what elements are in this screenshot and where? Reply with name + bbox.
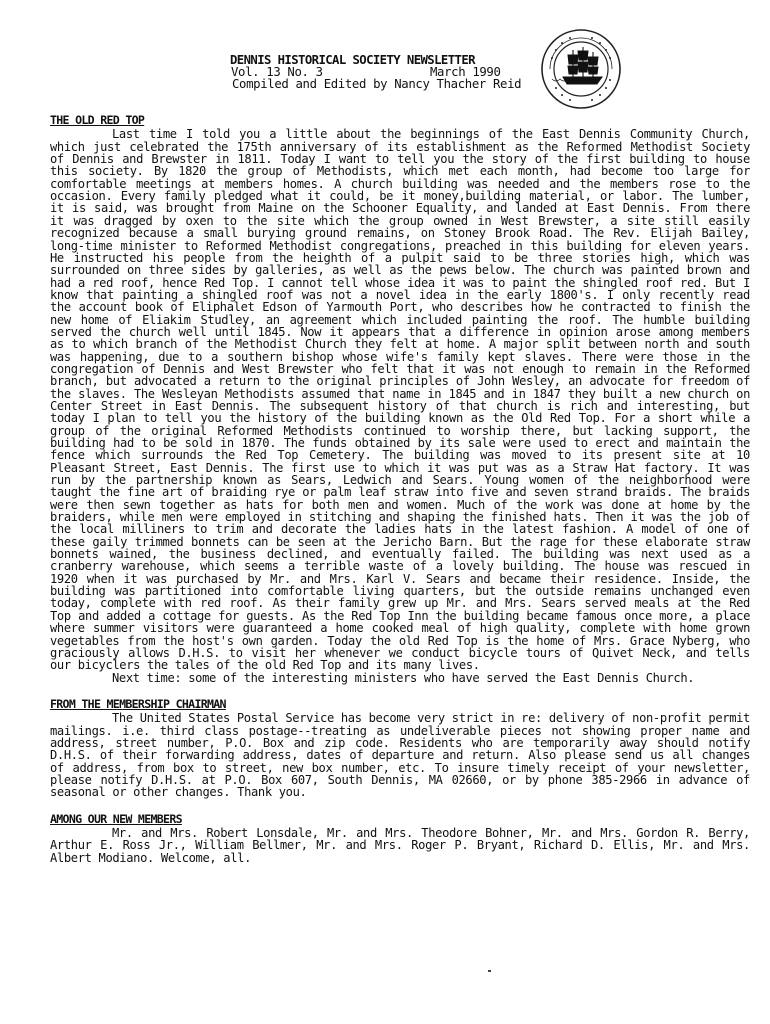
- editor-credit: Compiled and Edited by Nancy Thacher Reid: [232, 77, 522, 91]
- paragraph: Next time: some of the interesting ministers who have served the East Dennis Church.: [112, 670, 695, 685]
- section-new-members: [50, 813, 750, 864]
- volume-number: Vol. 13 No. 3: [231, 65, 323, 79]
- paragraph: Last time I told you a little about the beginnings of the East Dennis Community Church, which just celebrated the 175th anniversary of its establishment as the Reformed Methodist Society of Dennis and Brewster in 1811. Today I want to tell you the story of the first building to house this society. By 1820 the group of Methodists, which met each month, had become too large for comfortable meetings at members homes. A church building was needed and the members rose to the occasion. Every family pledged what it could, be it money,building material, or labor. The lumber, it is said, was brought from Maine on the Schooner Equality, and landed at East Dennis. From there it was dragged by oxen to the site which the group owned in West Brewster, a site still easily recognized because a small burying ground remains, on Stoney Brook Road. The Rev. Elijah Bailey, long-time minister to Reformed Methodist congregations, preached in this building for eleven years. He instructed his people from the heighth of a pulpit said to be three stories high, which was surrounded on three sides by galleries, as well as the pews below. The church was painted brown and had a red roof, hence Red Top. I cannot tell whose idea it was to paint the shingled roof red. But I know that painting a shingled roof was not a novel idea in the early 1800's. I only recently read the account book of Eliphalet Edson of Yarmouth Port, who describes how he contracted to finish the new home of Eliakim Studley, an agreement which included painting the roof. The humble building served the church well until 1845. Now it appears that a difference in opinion arose among members as to which branch of the Methodist Church they felt at home. A major split between north and south was happening, due to a southern bishop whose wife's family kept slaves. There were those in the congregation of Dennis and West Brewster who felt that it was not enough to remain in the Reformed branch, but advocated a return to the original principles of John Wesley, an advocate for freedom of the slaves. The Wesleyan Methodists assumed that name in 1845 and in 1847 they built a new church on Center Street in East Dennis. The subsequent history of that church is rich and interesting, but today I plan to tell you the history of the building known as the Old Red Top. For a short while a group of the original Reformed Methodists continued to worship there, but lacking support, the building had to be sold in 1870. The funds obtained by its sale were used to erect and maintain the fence which surrounds the Red Top Cemetery. The building was moved to its present site at 10 Pleasant Street, East Dennis. The first use to which it was put was as a Straw Hat factory. It was run by the partnership known as Sears, Ledwich and Sears. Young women of the neighborhood were taught the fine art of braiding rye or palm leaf straw into five and seven strand braids. The braids were then sewn together as hats for both men and women. Much of the work was done at home by the braiders, while men were employed in stitching and shaping the finished hats. Then it was the job of the local milliners to trim and decorate the ladies hats in the latest fashion. A model of one of these gaily trimmed bonnets can be seen at the Jericho Barn. But the rage for these elaborate straw bonnets wained, the business declined, and eventually failed. The building was next used as a cranberry warehouse, which seems a terrible waste of a lovely building. The house was rescued in 1920 when it was purchased by Mr. and Mrs. Karl V. Sears and became their residence. Inside, the building was partitioned into comfortable living quarters, but the outside remains unchanged even today, complete with red roof. As their family grew up Mr. and Mrs. Sears served meals at the Red Top and added a cottage for guests. As the Red Top Inn the building became famous once more, a place where summer visitors were guaranteed a home cooked meal of high quality, complete with home grown vegetables from the host's own garden. Today the old Red Top is the home of Mrs. Grace Nyberg, who graciously allows D.H.S. to visit her whenever we conduct bicycle tours of Quivet Neck, and tells our bicyclers the tales of the old Red Top and its many lives.: [50, 127, 750, 673]
- section-heading: FROM THE MEMBERSHIP CHAIRMAN: [50, 696, 226, 711]
- section-membership: [50, 698, 750, 799]
- sailing-ship-seal-icon: [540, 28, 622, 110]
- section-old-red-top: [50, 114, 750, 684]
- page-speck: [488, 970, 491, 972]
- newsletter-title: DENNIS HISTORICAL SOCIETY NEWSLETTER: [230, 53, 475, 67]
- section-heading: THE OLD RED TOP: [50, 113, 145, 127]
- paragraph: The United States Postal Service has become very strict in re: delivery of non-profit permit mailings. i.e. third class postage--treating as undeliverable pieces not showing proper name and address, street number, P.O. Box and zip code. Residents who are temporarily away should notify D.H.S. of their forwarding address, dates of departure and return. Also please send us all changes of address, from box to street, new box number, etc. To insure timely receipt of your newsletter, please notify D.H.S. at P.O. Box 607, South Dennis, MA 02660, or by phone 385-2966 in advance of seasonal or other changes. Thank you.: [50, 711, 750, 800]
- article-body: [50, 114, 750, 878]
- issue-date: March 1990: [430, 65, 501, 79]
- paragraph: Mr. and Mrs. Robert Lonsdale, Mr. and Mrs. Theodore Bohner, Mr. and Mrs. Gordon R. Berry, Arthur E. Ross Jr., William Bellmer, Mr. and Mrs. Roger P. Bryant, Richard D. Ellis, Mr. and Mrs. Albert Modiano. Welcome, all.: [50, 826, 750, 865]
- section-heading: AMONG OUR NEW MEMBERS: [50, 811, 182, 826]
